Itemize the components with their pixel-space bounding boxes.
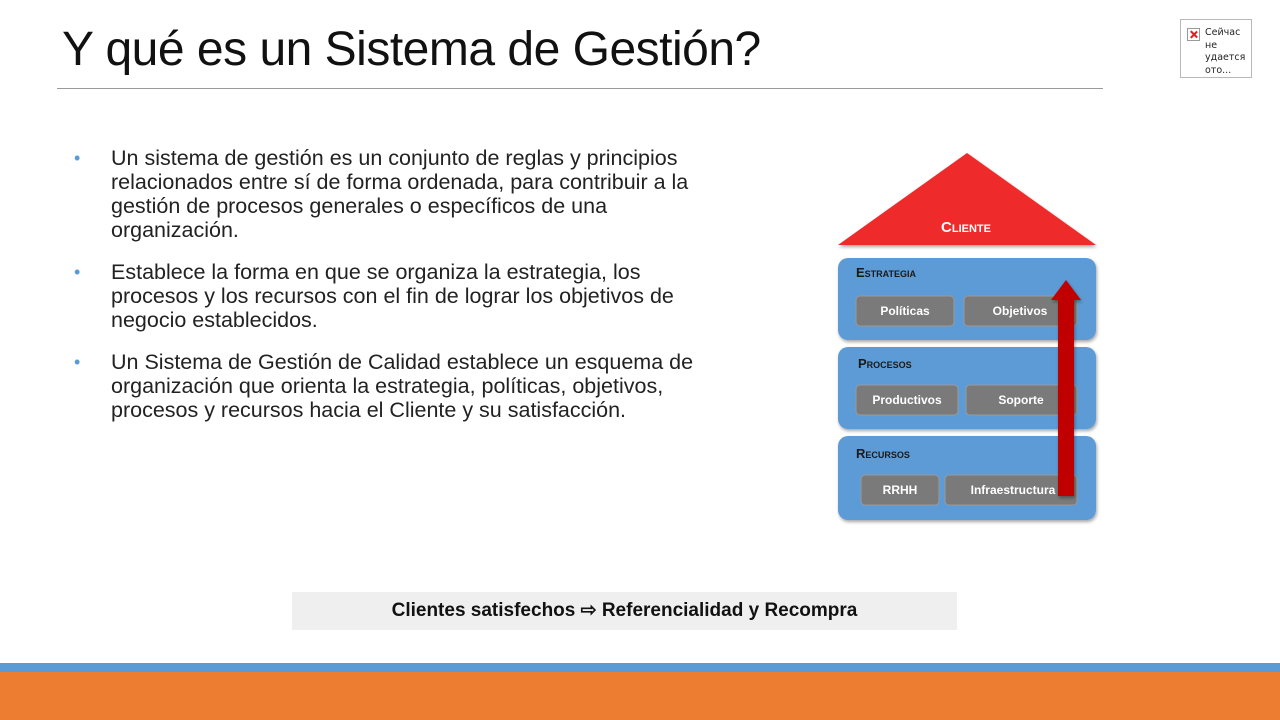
item-politicas-label: Políticas: [880, 304, 930, 318]
item-productivos-label: Productivos: [872, 393, 942, 407]
bullet-text: Establece la forma en que se organiza la estrategia, los procesos y los recursos con el fin de lograr los objetivos de negocio establecidos.: [111, 260, 674, 332]
footer-orange-band: [0, 672, 1280, 720]
bullet-list: [74, 146, 714, 440]
broken-image-placeholder: [1180, 19, 1252, 78]
bullet-item: [74, 260, 714, 332]
bullet-text: Un sistema de gestión es un conjunto de reglas y principios relacionados entre sí de forma ordenada, para contribuir a la gestión de procesos generales o específicos de una organización.: [111, 146, 689, 242]
callout-banner: Clientes satisfechos ⇨ Referencialidad y Recompra: [292, 592, 957, 630]
broken-image-alt-text: Сейчас не удается ото...: [1205, 27, 1246, 76]
footer-blue-band: [0, 663, 1280, 672]
layer-title-recursos: Recursos: [856, 446, 910, 461]
item-infraestructura-label: Infraestructura: [970, 483, 1056, 497]
bullet-icon: •: [74, 148, 81, 168]
management-system-diagram: [830, 148, 1110, 538]
bullet-text: Un Sistema de Gestión de Calidad establece un esquema de organización que orienta la estrategia, políticas, objetivos, procesos y recursos hacia el Cliente y su satisfacción.: [111, 350, 694, 422]
slide-title: Y qué es un Sistema de Gestión?: [62, 23, 761, 76]
item-rrhh-label: RRHH: [882, 483, 918, 497]
bullet-item: [74, 350, 714, 422]
layer-title-procesos: Procesos: [858, 356, 912, 371]
layer-title-estrategia: Estrategia: [856, 265, 917, 280]
bullet-icon: •: [74, 262, 81, 282]
client-roof-label: Cliente: [941, 219, 991, 236]
item-objetivos-label: Objetivos: [992, 304, 1048, 318]
title-divider: [57, 88, 1103, 89]
broken-image-icon: [1187, 28, 1200, 41]
item-soporte-label: Soporte: [998, 393, 1044, 407]
bullet-item: [74, 146, 714, 242]
bullet-icon: •: [74, 352, 81, 372]
